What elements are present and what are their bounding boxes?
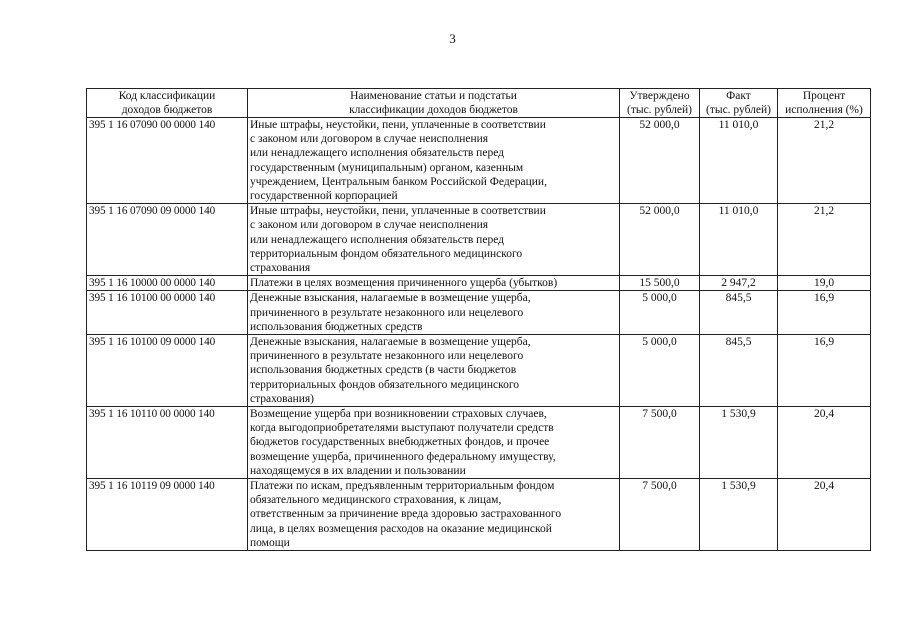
item-name-line: причиненного в результате незаконного или нецелевого bbox=[250, 306, 524, 319]
fact-cell: 845,5 bbox=[700, 291, 778, 335]
header-fact bbox=[700, 89, 778, 118]
table-row bbox=[87, 276, 871, 291]
item-name-line: когда выгодоприобретателями выступают получатели средств bbox=[250, 422, 554, 435]
table-row bbox=[87, 479, 871, 551]
fact-cell: 1 530,9 bbox=[700, 479, 778, 551]
budget-code-cell: 395 1 16 10100 09 0000 140 bbox=[87, 335, 248, 407]
item-name-line: с законом или договором в случае неисполнения bbox=[250, 219, 489, 232]
item-name-line: страхования bbox=[250, 262, 311, 275]
item-name-line: или ненадлежащего исполнения обязательств перед bbox=[250, 147, 504, 160]
item-name-line: причиненного в результате незаконного или нецелевого bbox=[250, 350, 524, 363]
item-name-line: или ненадлежащего исполнения обязательств перед bbox=[250, 233, 504, 246]
item-name-line: использования бюджетных средств (в части бюджетов bbox=[250, 364, 517, 377]
budget-code-cell: 395 1 16 07090 00 0000 140 bbox=[87, 118, 248, 204]
item-name-line: государственной корпорацией bbox=[250, 190, 398, 203]
item-name-cell bbox=[248, 335, 620, 407]
percent-cell: 20,4 bbox=[778, 407, 871, 479]
fact-cell: 1 530,9 bbox=[700, 407, 778, 479]
percent-cell: 20,4 bbox=[778, 479, 871, 551]
table-row bbox=[87, 335, 871, 407]
item-name-line: обязательного медицинского страхования, к лицам, bbox=[250, 494, 502, 507]
budget-code-cell: 395 1 16 07090 09 0000 140 bbox=[87, 204, 248, 276]
header-percent-line: Процент bbox=[802, 90, 846, 102]
item-name-line: территориальным фондом обязательного медицинского bbox=[250, 247, 523, 260]
item-name-line: бюджетов государственных внебюджетных фондов, и прочее bbox=[250, 436, 550, 449]
percent-cell: 21,2 bbox=[778, 204, 871, 276]
item-name-line: с законом или договором в случае неисполнения bbox=[250, 133, 489, 146]
item-name-line: находящемуся в их владении и пользовании bbox=[250, 464, 466, 477]
item-name-line: ответственным за причинение вреда здоровью застрахованного bbox=[250, 508, 562, 521]
item-name-line: Денежные взыскания, налагаемые в возмещение ущерба, bbox=[250, 292, 531, 305]
header-fact-line: Факт bbox=[726, 90, 751, 102]
item-name-cell bbox=[248, 479, 620, 551]
header-approved bbox=[620, 89, 700, 118]
item-name-line: Платежи в целях возмещения причиненного ущерба (убытков) bbox=[250, 277, 558, 290]
header-fact-line: (тыс. рублей) bbox=[705, 104, 772, 116]
item-name-line: Возмещение ущерба при возникновении страховых случаев, bbox=[250, 408, 547, 421]
fact-cell: 11 010,0 bbox=[700, 204, 778, 276]
item-name-line: лица, в целях возмещения расходов на оказание медицинской bbox=[250, 522, 552, 535]
fact-cell: 2 947,2 bbox=[700, 276, 778, 291]
header-name-line: Наименование статьи и подстатьи bbox=[350, 90, 517, 102]
approved-cell: 5 000,0 bbox=[620, 291, 700, 335]
header-approved-line: (тыс. рублей) bbox=[626, 104, 693, 116]
percent-cell: 19,0 bbox=[778, 276, 871, 291]
header-code-line: Код классификации bbox=[118, 90, 216, 102]
item-name-line: помощи bbox=[250, 536, 290, 549]
item-name-line: государственным (муниципальным) органом, казенным bbox=[250, 161, 524, 174]
item-name-line: Денежные взыскания, налагаемые в возмещение ущерба, bbox=[250, 336, 531, 349]
header-approved-line: Утверждено bbox=[629, 90, 690, 102]
header-code-line: доходов бюджетов bbox=[121, 104, 213, 116]
header-percent bbox=[778, 89, 871, 118]
table-header-row bbox=[87, 89, 871, 118]
item-name-line: возмещение ущерба, причиненного федеральному имуществу, bbox=[250, 450, 556, 463]
item-name-line: учреждением, Центральным банком Российской Федерации, bbox=[250, 175, 547, 188]
item-name-line: Иные штрафы, неустойки, пени, уплаченные в соответствии bbox=[250, 119, 546, 131]
item-name-line: территориальных фондов обязательного медицинского bbox=[250, 378, 520, 391]
item-name-cell bbox=[248, 407, 620, 479]
item-name-cell bbox=[248, 276, 620, 291]
table-row bbox=[87, 118, 871, 204]
header-percent-line: исполнения (%) bbox=[785, 104, 863, 116]
budget-code-cell: 395 1 16 10100 00 0000 140 bbox=[87, 291, 248, 335]
item-name-cell bbox=[248, 291, 620, 335]
table-row bbox=[87, 204, 871, 276]
budget-code-cell: 395 1 16 10119 09 0000 140 bbox=[87, 479, 248, 551]
item-name-cell bbox=[248, 204, 620, 276]
page-number: 3 bbox=[449, 31, 456, 46]
table-row bbox=[87, 291, 871, 335]
approved-cell: 52 000,0 bbox=[620, 204, 700, 276]
item-name-line: страхования) bbox=[250, 392, 314, 405]
approved-cell: 52 000,0 bbox=[620, 118, 700, 204]
approved-cell: 7 500,0 bbox=[620, 479, 700, 551]
item-name-line: использования бюджетных средств bbox=[250, 320, 423, 333]
fact-cell: 845,5 bbox=[700, 335, 778, 407]
approved-cell: 15 500,0 bbox=[620, 276, 700, 291]
item-name-cell bbox=[248, 118, 620, 204]
percent-cell: 16,9 bbox=[778, 291, 871, 335]
approved-cell: 7 500,0 bbox=[620, 407, 700, 479]
percent-cell: 21,2 bbox=[778, 118, 871, 204]
budget-code-cell: 395 1 16 10110 00 0000 140 bbox=[87, 407, 248, 479]
item-name-line: Платежи по искам, предъявленным территориальным фондом bbox=[250, 480, 555, 493]
header-name bbox=[248, 89, 620, 118]
approved-cell: 5 000,0 bbox=[620, 335, 700, 407]
item-name-line: Иные штрафы, неустойки, пени, уплаченные в соответствии bbox=[250, 205, 546, 218]
budget-code-cell: 395 1 16 10000 00 0000 140 bbox=[87, 276, 248, 291]
header-code bbox=[87, 89, 248, 118]
percent-cell: 16,9 bbox=[778, 335, 871, 407]
header-name-line: классификации доходов бюджетов bbox=[349, 104, 518, 116]
revenue-table bbox=[86, 88, 871, 551]
table-row bbox=[87, 407, 871, 479]
fact-cell: 11 010,0 bbox=[700, 118, 778, 204]
